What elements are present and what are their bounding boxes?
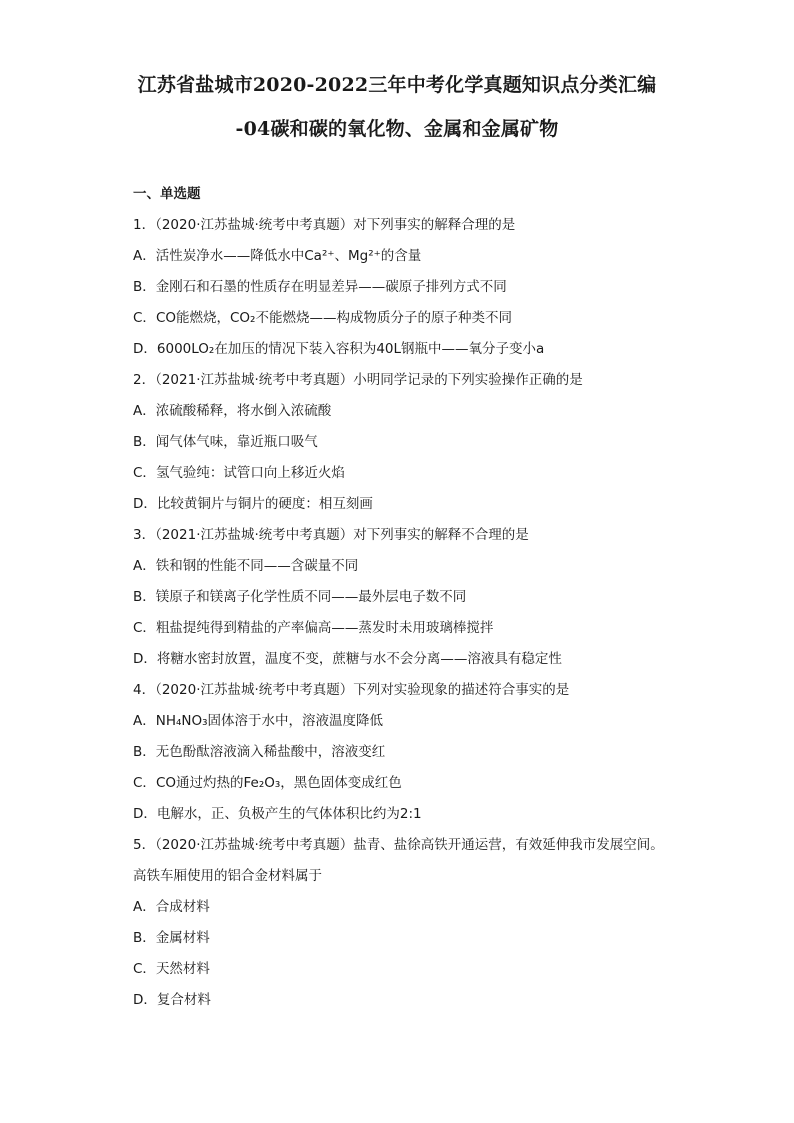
option-d <box>133 806 693 823</box>
option-letter: A． <box>133 403 156 419</box>
option-letter: B． <box>133 589 156 605</box>
option-b <box>133 434 693 451</box>
question-text: 下列对实验现象的描述符合事实的是 <box>353 682 570 698</box>
option-letter: B． <box>133 744 156 760</box>
question-5-stem-continued: 高铁车厢使用的铝合金材料属于 <box>133 868 322 884</box>
question-3-stem <box>133 527 693 544</box>
option-a <box>133 558 693 575</box>
question-4-stem <box>133 682 693 699</box>
option-c <box>133 465 693 482</box>
option-d <box>133 651 693 668</box>
option-text: 闻气体气味，靠近瓶口吸气 <box>155 434 318 450</box>
option-text: 6000LO₂在加压的情况下装入容积为40L钢瓶中——氧分子变小a <box>156 341 545 357</box>
question-1-stem <box>133 217 693 234</box>
document-title-line-2: -04碳和碳的氧化物、金属和金属矿物 <box>235 118 559 140</box>
option-letter: B． <box>133 930 156 946</box>
question-number: 1． <box>133 217 156 233</box>
option-a <box>133 899 693 916</box>
option-letter: D． <box>133 992 157 1008</box>
option-letter: B． <box>133 279 156 295</box>
option-text: 金属材料 <box>155 930 210 946</box>
question-source: （2021·江苏盐城·统考中考真题） <box>155 527 354 543</box>
option-text: 浓硫酸稀释，将水倒入浓硫酸 <box>155 403 332 419</box>
option-c <box>133 620 693 637</box>
option-c <box>133 961 693 978</box>
option-letter: C． <box>133 620 156 636</box>
option-letter: C． <box>133 961 156 977</box>
question-text: 小明同学记录的下列实验操作正确的是 <box>353 372 583 388</box>
option-text: 金刚石和石墨的性质存在明显差异——碳原子排列方式不同 <box>155 279 507 295</box>
question-source: （2021·江苏盐城·统考中考真题） <box>155 372 354 388</box>
option-b <box>133 930 693 947</box>
section-heading: 一、单选题 <box>133 186 201 202</box>
option-letter: B． <box>133 434 156 450</box>
option-text: CO通过灼热的Fe₂O₃，黑色固体变成红色 <box>155 775 402 791</box>
option-text: CO能燃烧，CO₂不能燃烧——构成物质分子的原子种类不同 <box>155 310 512 326</box>
question-source: （2020·江苏盐城·统考中考真题） <box>155 217 354 233</box>
option-letter: D． <box>133 651 157 667</box>
option-c <box>133 310 693 327</box>
option-c <box>133 775 693 792</box>
document-title-line-1: 江苏省盐城市2020-2022三年中考化学真题知识点分类汇编 <box>137 74 657 96</box>
option-text: 将糖水密封放置，温度不变，蔗糖与水不会分离——溶液具有稳定性 <box>156 651 562 667</box>
option-text: 镁原子和镁离子化学性质不同——最外层电子数不同 <box>155 589 467 605</box>
question-number: 2． <box>133 372 156 388</box>
option-text: 合成材料 <box>155 899 210 915</box>
option-d <box>133 496 693 513</box>
option-text: 氢气验纯：试管口向上移近火焰 <box>155 465 345 481</box>
option-text: 复合材料 <box>156 992 211 1008</box>
document-body <box>133 186 693 1023</box>
question-source: （2020·江苏盐城·统考中考真题） <box>155 682 354 698</box>
question-number: 5． <box>133 837 156 853</box>
option-letter: C． <box>133 465 156 481</box>
option-letter: D． <box>133 341 157 357</box>
option-d <box>133 992 693 1009</box>
question-text: 盐青、盐徐高铁开通运营，有效延伸我市发展空间。 <box>353 837 664 853</box>
option-letter: A． <box>133 713 156 729</box>
option-text: 粗盐提纯得到精盐的产率偏高——蒸发时未用玻璃棒搅拌 <box>155 620 494 636</box>
question-5-stem <box>133 837 693 854</box>
option-d <box>133 341 693 358</box>
option-text: 活性炭净水——降低水中Ca²⁺、Mg²⁺的含量 <box>155 248 422 264</box>
option-a <box>133 713 693 730</box>
question-text: 对下列事实的解释合理的是 <box>353 217 516 233</box>
option-letter: C． <box>133 775 156 791</box>
option-letter: A． <box>133 558 156 574</box>
option-text: NH₄NO₃固体溶于水中，溶液温度降低 <box>155 713 384 729</box>
option-a <box>133 403 693 420</box>
option-b <box>133 589 693 606</box>
option-b <box>133 744 693 761</box>
option-b <box>133 279 693 296</box>
option-text: 无色酚酞溶液滴入稀盐酸中，溶液变红 <box>155 744 386 760</box>
question-source: （2020·江苏盐城·统考中考真题） <box>155 837 354 853</box>
option-letter: D． <box>133 496 157 512</box>
question-2-stem <box>133 372 693 389</box>
question-number: 4． <box>133 682 156 698</box>
option-text: 比较黄铜片与铜片的硬度：相互刻画 <box>156 496 373 512</box>
option-letter: A． <box>133 899 156 915</box>
option-a <box>133 248 693 265</box>
option-letter: D． <box>133 806 157 822</box>
option-text: 铁和钢的性能不同——含碳量不同 <box>155 558 359 574</box>
question-text: 对下列事实的解释不合理的是 <box>353 527 529 543</box>
option-text: 天然材料 <box>155 961 210 977</box>
option-letter: C． <box>133 310 156 326</box>
option-text: 电解水，正、负极产生的气体体积比约为2:1 <box>156 806 422 822</box>
option-letter: A． <box>133 248 156 264</box>
question-number: 3． <box>133 527 156 543</box>
